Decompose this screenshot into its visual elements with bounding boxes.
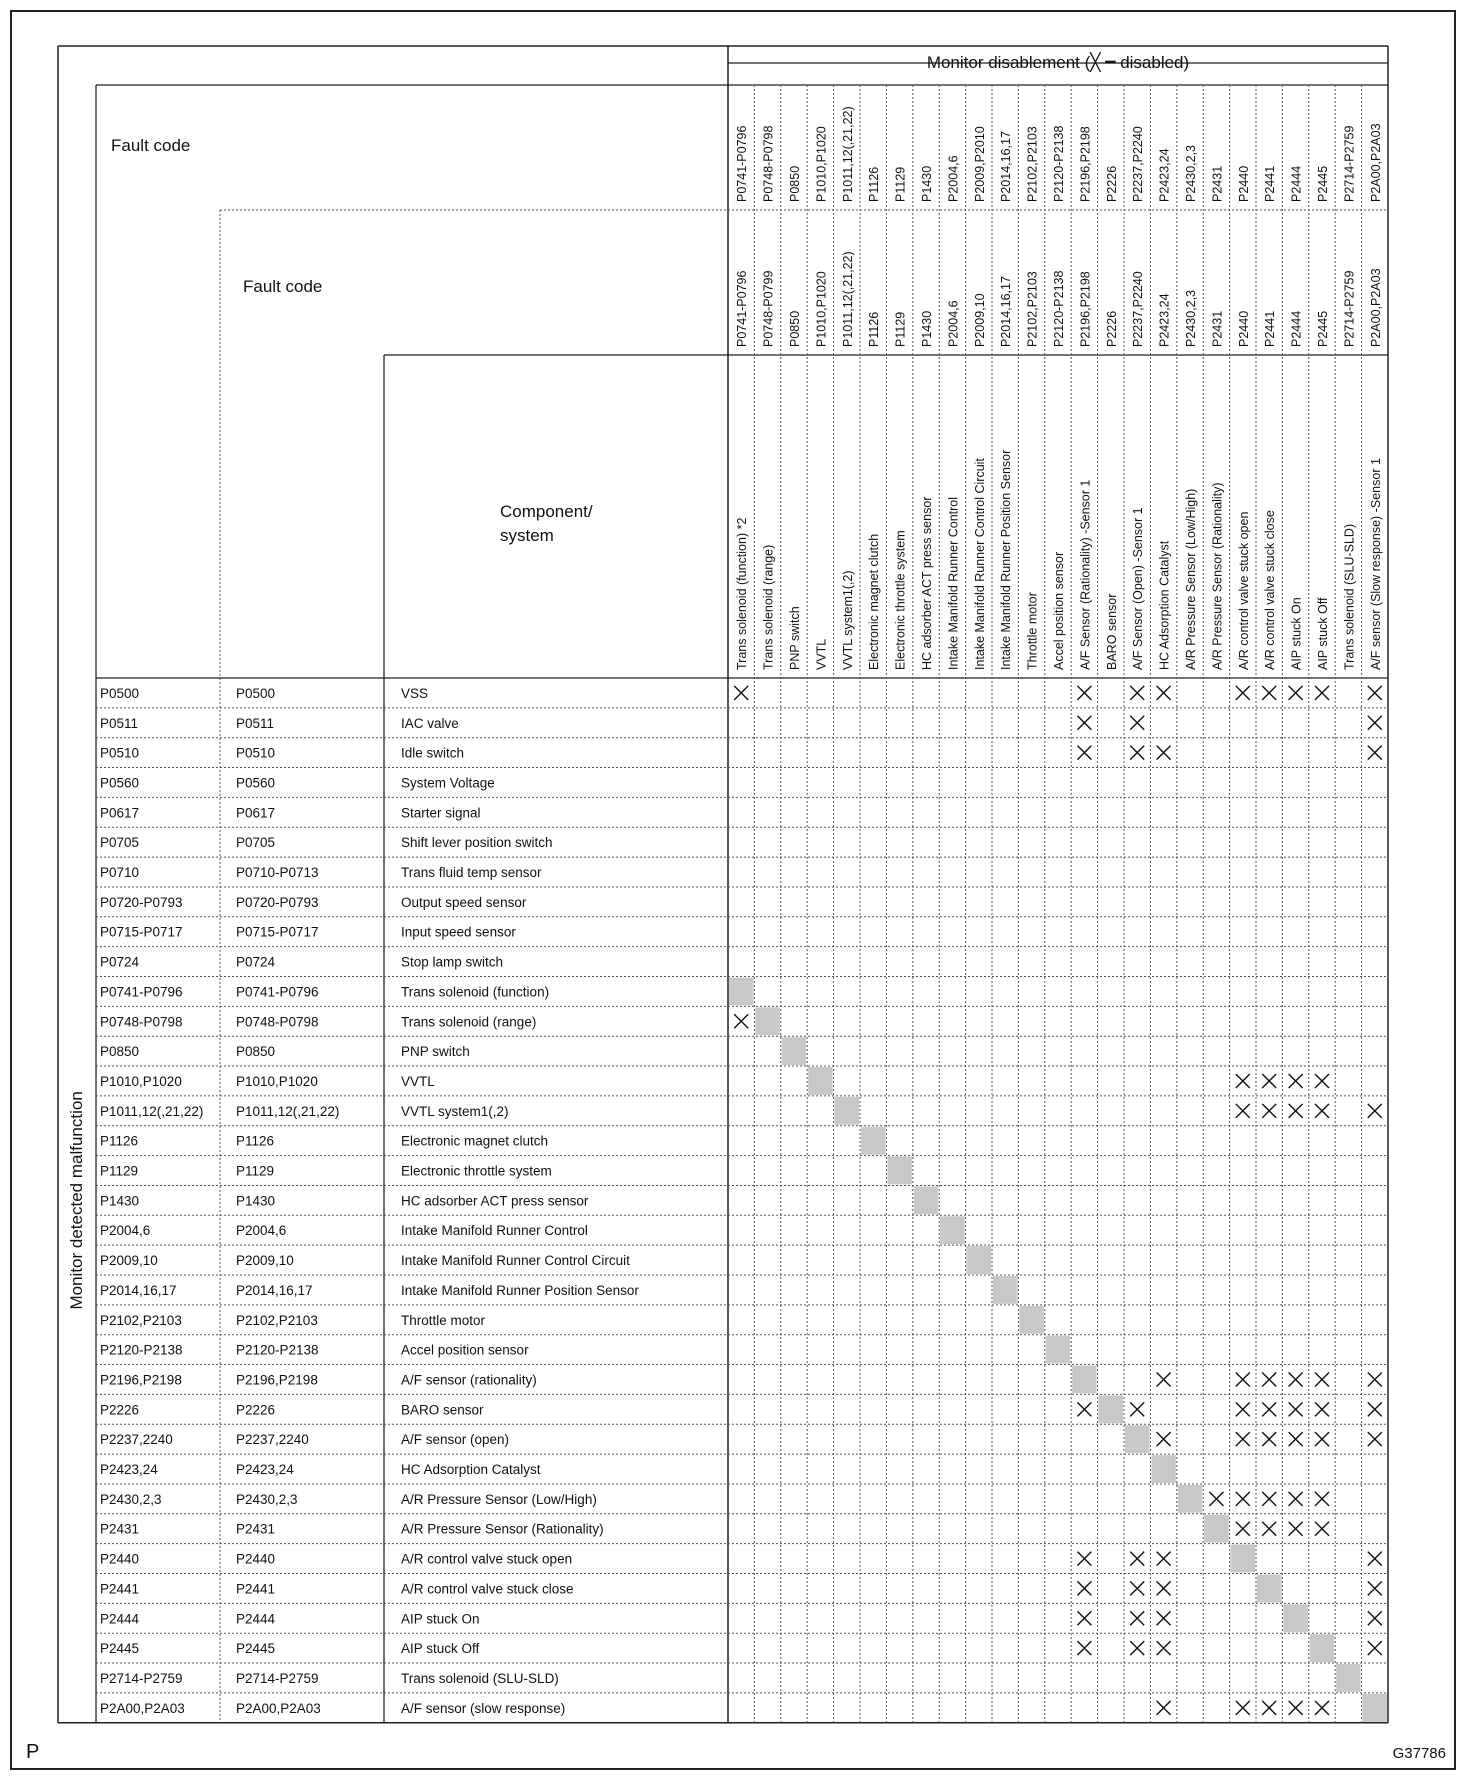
footer-page-letter: P	[26, 1741, 40, 1763]
disabled-mark	[1236, 1492, 1250, 1506]
column-component-name: Intake Manifold Runner Control Circuit	[972, 458, 987, 670]
column-code-mid: P2196,P2198	[1078, 271, 1093, 347]
column-code-top: P2445	[1316, 165, 1330, 202]
diagonal-shaded-cell	[1231, 1545, 1255, 1573]
diagonal-shaded-cell	[914, 1186, 938, 1214]
disabled-mark	[734, 1014, 748, 1028]
column-code-top: P0748-P0798	[761, 125, 776, 202]
row-component-name: Trans solenoid (range)	[401, 1014, 537, 1030]
row-code: P1126	[236, 1133, 275, 1149]
row-code-detected: P0617	[100, 805, 140, 821]
disabled-mark	[1289, 1372, 1303, 1386]
disabled-mark	[1077, 716, 1091, 730]
row-component-name: IAC valve	[401, 715, 459, 731]
disabled-mark	[1289, 686, 1303, 700]
disabled-mark	[1236, 686, 1250, 700]
row-component-name: System Voltage	[401, 775, 495, 791]
disabled-mark	[1368, 746, 1382, 760]
column-code-top: P2431	[1210, 165, 1225, 202]
column-component-name: Trans solenoid (range)	[761, 544, 776, 670]
row-code-detected: P2431	[100, 1521, 140, 1537]
disabled-mark	[1262, 1701, 1276, 1715]
row-component-name: AIP stuck Off	[401, 1641, 480, 1657]
row-code-detected: P0715-P0717	[100, 924, 183, 940]
row-code-detected: P2423,24	[100, 1462, 158, 1478]
column-component-name: AIP stuck On	[1289, 597, 1304, 670]
row-code: P2431	[236, 1521, 276, 1537]
row-code: P0500	[236, 685, 276, 701]
column-code-top: P2004,6	[946, 155, 961, 202]
disabled-mark	[1289, 1701, 1303, 1715]
row-component-name: Accel position sensor	[401, 1342, 529, 1358]
row-component-name: Electronic magnet clutch	[401, 1133, 549, 1149]
row-code-detected: P2004,6	[100, 1223, 151, 1239]
disabled-mark	[1236, 1432, 1250, 1446]
disabled-mark	[1077, 1552, 1091, 1566]
column-code-top: P1011,12(,21,22)	[840, 106, 855, 202]
row-code-detected: P2237,2240	[100, 1432, 173, 1448]
row-code: P2441	[236, 1581, 276, 1597]
column-code-top: P2237,P2240	[1131, 126, 1146, 202]
fault-code-mid-label: Fault code	[243, 277, 323, 296]
row-code-detected: P1430	[100, 1193, 140, 1209]
component-label-line2: system	[500, 526, 554, 545]
column-code-mid: P0741-P0796	[735, 270, 750, 347]
column-code-mid: P2445	[1316, 310, 1330, 347]
row-component-name: Trans fluid temp sensor	[401, 865, 542, 881]
disabled-mark	[1262, 1104, 1276, 1118]
disabled-mark	[1236, 1701, 1250, 1715]
column-component-name: Intake Manifold Runner Position Sensor	[999, 449, 1014, 670]
disabled-mark	[1368, 1641, 1382, 1655]
row-component-name: VSS	[401, 685, 429, 701]
row-code: P2444	[236, 1611, 276, 1627]
disabled-mark	[1368, 1104, 1382, 1118]
column-code-mid: P0850	[788, 310, 802, 347]
disabled-mark	[1157, 686, 1171, 700]
column-component-name: Intake Manifold Runner Control	[946, 496, 961, 670]
disabled-mark	[1262, 1402, 1276, 1416]
column-code-top: P2423,24	[1157, 148, 1172, 202]
column-code-mid: P2444	[1289, 310, 1304, 347]
column-code-top: P2A00,P2A03	[1368, 123, 1383, 202]
row-code: P2009,10	[236, 1253, 294, 1269]
column-code-mid: P1126	[867, 311, 882, 347]
disabled-mark	[1262, 1432, 1276, 1446]
row-component-name: Intake Manifold Runner Position Sensor	[401, 1282, 639, 1298]
row-component-name: Stop lamp switch	[401, 954, 504, 970]
column-component-name: PNP switch	[788, 606, 802, 670]
disabled-mark	[1157, 1701, 1171, 1715]
column-code-top: P2014,16,17	[999, 131, 1014, 202]
row-component-name: Starter signal	[401, 805, 481, 821]
row-code-detected: P0741-P0796	[100, 984, 183, 1000]
disabled-mark	[1077, 1402, 1091, 1416]
row-component-name: Trans solenoid (function)	[401, 984, 550, 1000]
disabled-mark	[1315, 1402, 1329, 1416]
row-component-name: VVTL	[401, 1073, 435, 1089]
row-code-detected: P1010,P1020	[100, 1073, 182, 1089]
column-code-mid: P2014,16,17	[999, 276, 1014, 347]
row-code-detected: P2226	[100, 1402, 140, 1418]
disabled-mark	[1262, 1372, 1276, 1386]
row-code-detected: P2102,P2103	[100, 1312, 182, 1328]
column-code-mid: P2009,10	[972, 293, 987, 347]
row-code-detected: P0705	[100, 835, 140, 851]
column-code-top: P2009,P2010	[972, 126, 987, 202]
disabled-mark	[1315, 1104, 1329, 1118]
row-code: P0720-P0793	[236, 894, 319, 910]
column-code-mid: P1010,P1020	[814, 271, 829, 347]
row-component-name: AIP stuck On	[401, 1611, 480, 1627]
diagonal-shaded-cell	[1072, 1366, 1096, 1394]
row-component-name: VVTL system1(,2)	[401, 1103, 509, 1119]
diagonal-shaded-cell	[808, 1067, 832, 1095]
row-code-detected: P0720-P0793	[100, 894, 183, 910]
diagonal-shaded-cell	[967, 1246, 991, 1274]
row-code: P2237,2240	[236, 1432, 309, 1448]
row-component-name: Idle switch	[401, 745, 465, 761]
diagonal-shaded-cell	[1125, 1425, 1149, 1453]
column-component-name: A/R control valve stuck open	[1236, 511, 1251, 670]
disabled-mark	[1368, 1611, 1382, 1625]
row-code-detected: P2120-P2138	[100, 1342, 183, 1358]
column-code-mid: P0748-P0799	[761, 270, 776, 347]
column-code-mid: P2102,P2103	[1025, 271, 1040, 347]
row-component-name: Intake Manifold Runner Control Circuit	[401, 1253, 630, 1269]
row-code: P2445	[236, 1641, 276, 1657]
column-component-name: Throttle motor	[1025, 592, 1040, 670]
row-component-name: Throttle motor	[401, 1312, 486, 1328]
column-component-name: A/R control valve stuck close	[1263, 510, 1278, 670]
column-code-top: P2430,2,3	[1184, 145, 1198, 202]
disabled-mark	[1157, 1611, 1171, 1625]
row-code: P0510	[236, 745, 276, 761]
row-code: P2004,6	[236, 1223, 287, 1239]
disabled-mark	[1077, 1581, 1091, 1595]
disabled-mark	[1289, 1104, 1303, 1118]
column-code-mid: P1129	[893, 311, 908, 347]
row-code: P2226	[236, 1402, 276, 1418]
disabled-mark	[1157, 1432, 1171, 1446]
disabled-mark	[1368, 1581, 1382, 1595]
disabled-mark	[1315, 1074, 1329, 1088]
row-component-name: Input speed sensor	[401, 924, 516, 940]
disabled-mark	[1368, 1402, 1382, 1416]
diagonal-shaded-cell	[1046, 1336, 1070, 1364]
column-code-top: P2714-P2759	[1342, 125, 1357, 202]
disabled-mark	[1130, 746, 1144, 760]
row-component-name: Shift lever position switch	[401, 835, 553, 851]
diagonal-shaded-cell	[1019, 1306, 1043, 1334]
disabled-mark	[1368, 1552, 1382, 1566]
row-code-detected: P0710	[100, 865, 140, 881]
row-code: P0715-P0717	[236, 924, 319, 940]
row-code-detected: P2196,P2198	[100, 1372, 182, 1388]
column-component-name: A/F sensor (Slow response) -Sensor 1	[1368, 458, 1383, 670]
column-code-mid: P2431	[1210, 310, 1225, 347]
row-code: P0724	[236, 954, 276, 970]
row-code-detected: P0500	[100, 685, 140, 701]
row-code-detected: P0560	[100, 775, 140, 791]
column-code-top: P1010,P1020	[814, 126, 829, 202]
row-code: P0741-P0796	[236, 984, 319, 1000]
row-code: P0617	[236, 805, 276, 821]
column-component-name: Electronic throttle system	[893, 530, 908, 670]
column-component-name: VVTL system1(,2)	[840, 570, 855, 670]
column-code-top: P2120-P2138	[1052, 125, 1066, 202]
component-label-line1: Component/	[500, 502, 593, 521]
disabled-mark	[1315, 1372, 1329, 1386]
disabled-mark	[1289, 1432, 1303, 1446]
disabled-mark	[1130, 1581, 1144, 1595]
column-code-top: P2196,P2198	[1078, 126, 1093, 202]
row-code: P2196,P2198	[236, 1372, 318, 1388]
column-code-top: P2440	[1236, 165, 1251, 202]
row-code-detected: P2430,2,3	[100, 1491, 162, 1507]
row-code: P2440	[236, 1551, 276, 1567]
disabled-mark	[1289, 1402, 1303, 1416]
row-component-name: Intake Manifold Runner Control	[401, 1223, 588, 1239]
disabled-mark	[1157, 1372, 1171, 1386]
column-code-top: P1129	[893, 166, 908, 202]
diagonal-shaded-cell	[755, 1007, 779, 1035]
row-code-detected: P2014,16,17	[100, 1282, 177, 1298]
row-code: P2120-P2138	[236, 1342, 319, 1358]
row-component-name: PNP switch	[401, 1044, 470, 1060]
disabled-mark	[1130, 1552, 1144, 1566]
row-component-name: A/R control valve stuck close	[401, 1581, 574, 1597]
row-component-name: HC adsorber ACT press sensor	[401, 1193, 589, 1209]
column-code-top: P2444	[1289, 165, 1304, 202]
row-group-label: Monitor detected malfunction	[67, 1091, 86, 1310]
column-code-top: P0741-P0796	[735, 125, 750, 202]
column-component-name: AIP stuck Off	[1316, 597, 1330, 670]
row-code-detected: P2714-P2759	[100, 1670, 183, 1686]
disabled-mark	[1315, 1432, 1329, 1446]
column-code-top: P2441	[1263, 165, 1278, 202]
column-code-mid: P2714-P2759	[1342, 270, 1357, 347]
diagonal-shaded-cell	[993, 1276, 1017, 1304]
column-code-top: P1430	[920, 165, 934, 202]
column-component-name: A/F Sensor (Open) -Sensor 1	[1131, 507, 1146, 670]
row-code-detected: P2441	[100, 1581, 140, 1597]
column-code-top: P2102,P2103	[1025, 126, 1040, 202]
row-code-detected: P0850	[100, 1044, 140, 1060]
diagonal-shaded-cell	[1257, 1575, 1281, 1603]
row-component-name: Electronic throttle system	[401, 1163, 552, 1179]
row-code-detected: P0510	[100, 745, 140, 761]
diagonal-shaded-cell	[1204, 1515, 1228, 1543]
column-code-top: P0850	[788, 165, 802, 202]
column-component-name: HC adsorber ACT press sensor	[920, 496, 934, 670]
row-code: P0705	[236, 835, 276, 851]
disabled-mark	[1262, 1492, 1276, 1506]
row-component-name: A/F sensor (slow response)	[401, 1700, 566, 1716]
column-code-mid: P2A00,P2A03	[1368, 268, 1383, 347]
row-code-detected: P1129	[100, 1163, 139, 1179]
column-code-mid: P2226	[1104, 310, 1119, 347]
row-code: P1430	[236, 1193, 276, 1209]
disabled-mark	[1077, 686, 1091, 700]
row-code: P0850	[236, 1044, 276, 1060]
column-component-name: Accel position sensor	[1052, 551, 1066, 670]
disabled-mark	[1157, 1641, 1171, 1655]
diagonal-shaded-cell	[1099, 1395, 1123, 1423]
column-code-mid: P2440	[1236, 310, 1251, 347]
disabled-mark	[1236, 1074, 1250, 1088]
disabled-mark	[1315, 1701, 1329, 1715]
row-component-name: Trans solenoid (SLU-SLD)	[401, 1670, 559, 1686]
column-code-top: P1126	[867, 166, 882, 202]
disabled-mark	[1236, 1372, 1250, 1386]
diagonal-shaded-cell	[835, 1097, 859, 1125]
disabled-mark	[1077, 1641, 1091, 1655]
row-code: P2430,2,3	[236, 1491, 298, 1507]
disabled-mark	[1289, 1522, 1303, 1536]
disabled-mark	[1130, 1611, 1144, 1625]
row-component-name: A/R control valve stuck open	[401, 1551, 573, 1567]
disabled-mark	[1130, 686, 1144, 700]
disabled-mark	[1368, 716, 1382, 730]
disabled-mark	[1315, 1492, 1329, 1506]
disabled-mark	[1077, 1611, 1091, 1625]
row-code: P1011,12(,21,22)	[236, 1103, 340, 1119]
disabled-mark	[1130, 716, 1144, 730]
disabled-mark	[1157, 1581, 1171, 1595]
row-code-detected: P0724	[100, 954, 140, 970]
row-component-name: Output speed sensor	[401, 894, 527, 910]
row-code: P0511	[236, 715, 275, 731]
fault-code-top-label: Fault code	[111, 136, 191, 155]
row-component-name: HC Adsorption Catalyst	[401, 1462, 541, 1478]
row-code-detected: P2440	[100, 1551, 140, 1567]
row-component-name: BARO sensor	[401, 1402, 484, 1418]
disabled-mark	[1289, 1074, 1303, 1088]
column-component-name: A/R Pressure Sensor (Rationality)	[1210, 482, 1225, 670]
row-code: P2714-P2759	[236, 1670, 319, 1686]
disabled-mark	[1157, 1552, 1171, 1566]
disabled-mark	[1368, 1372, 1382, 1386]
diagonal-shaded-cell	[940, 1216, 964, 1244]
column-code-mid: P1430	[920, 310, 934, 347]
column-code-mid: P2237,P2240	[1131, 271, 1146, 347]
row-code: P0560	[236, 775, 276, 791]
disabled-mark	[734, 686, 748, 700]
disabled-mark	[1289, 1492, 1303, 1506]
diagonal-shaded-cell	[1336, 1664, 1360, 1692]
diagonal-shaded-cell	[887, 1157, 911, 1185]
row-code-detected: P2A00,P2A03	[100, 1700, 185, 1716]
footer-figure-id: G37786	[1392, 1745, 1446, 1762]
row-code: P0748-P0798	[236, 1014, 319, 1030]
row-component-name: A/R Pressure Sensor (Rationality)	[401, 1521, 604, 1537]
disabled-mark	[1315, 1522, 1329, 1536]
disabled-mark	[1236, 1402, 1250, 1416]
row-code-detected: P0511	[100, 715, 139, 731]
row-code-detected: P2444	[100, 1611, 140, 1627]
disabled-mark	[1130, 1402, 1144, 1416]
row-code: P1010,P1020	[236, 1073, 318, 1089]
disabled-mark	[1236, 1522, 1250, 1536]
diagonal-shaded-cell	[782, 1037, 806, 1065]
disabled-mark	[1368, 686, 1382, 700]
diagonal-shaded-cell	[729, 978, 753, 1006]
row-code: P1129	[236, 1163, 275, 1179]
row-code: P2014,16,17	[236, 1282, 313, 1298]
diagonal-shaded-cell	[1151, 1455, 1175, 1483]
column-component-name: Electronic magnet clutch	[867, 533, 882, 670]
row-code: P2A00,P2A03	[236, 1700, 321, 1716]
row-component-name: A/F sensor (rationality)	[401, 1372, 537, 1388]
monitor-disablement-title: Monitor disablement (╳ ━ disabled)	[926, 53, 1190, 72]
disabled-mark	[1209, 1492, 1223, 1506]
column-code-mid: P2120-P2138	[1052, 270, 1066, 347]
diagonal-shaded-cell	[1363, 1694, 1387, 1722]
column-code-top: P2226	[1104, 165, 1119, 202]
row-code-detected: P2445	[100, 1641, 140, 1657]
column-component-name: HC Adsorption Catalyst	[1157, 540, 1172, 670]
column-component-name: Trans solenoid (function) *2	[735, 517, 750, 670]
column-code-mid: P2423,24	[1157, 293, 1172, 347]
disabled-mark	[1130, 1641, 1144, 1655]
row-code-detected: P1011,12(,21,22)	[100, 1103, 204, 1119]
diagonal-shaded-cell	[1178, 1485, 1202, 1513]
disabled-mark	[1368, 1432, 1382, 1446]
column-code-mid: P1011,12(,21,22)	[840, 251, 855, 347]
disabled-mark	[1236, 1104, 1250, 1118]
column-code-mid: P2441	[1263, 310, 1278, 347]
row-code-detected: P1126	[100, 1133, 139, 1149]
column-component-name: BARO sensor	[1104, 593, 1119, 670]
row-component-name: A/R Pressure Sensor (Low/High)	[401, 1491, 597, 1507]
column-component-name: Trans solenoid (SLU-SLD)	[1342, 523, 1357, 670]
column-component-name: A/R Pressure Sensor (Low/High)	[1184, 488, 1198, 670]
disabled-mark	[1262, 686, 1276, 700]
diagonal-shaded-cell	[1283, 1604, 1307, 1632]
disabled-mark	[1262, 1522, 1276, 1536]
row-code-detected: P2009,10	[100, 1253, 158, 1269]
column-code-mid: P2430,2,3	[1184, 290, 1198, 347]
disabled-mark	[1315, 686, 1329, 700]
row-code-detected: P0748-P0798	[100, 1014, 183, 1030]
diagonal-shaded-cell	[1310, 1634, 1334, 1662]
column-code-mid: P2004,6	[946, 300, 961, 347]
diagonal-shaded-cell	[861, 1127, 885, 1155]
disabled-mark	[1077, 746, 1091, 760]
disabled-mark	[1157, 746, 1171, 760]
disabled-mark	[1262, 1074, 1276, 1088]
row-code: P2423,24	[236, 1462, 294, 1478]
column-component-name: VVTL	[814, 638, 829, 670]
row-component-name: A/F sensor (open)	[401, 1432, 510, 1448]
row-code: P2102,P2103	[236, 1312, 318, 1328]
column-component-name: A/F Sensor (Rationality) -Sensor 1	[1078, 479, 1093, 670]
row-code: P0710-P0713	[236, 865, 319, 881]
